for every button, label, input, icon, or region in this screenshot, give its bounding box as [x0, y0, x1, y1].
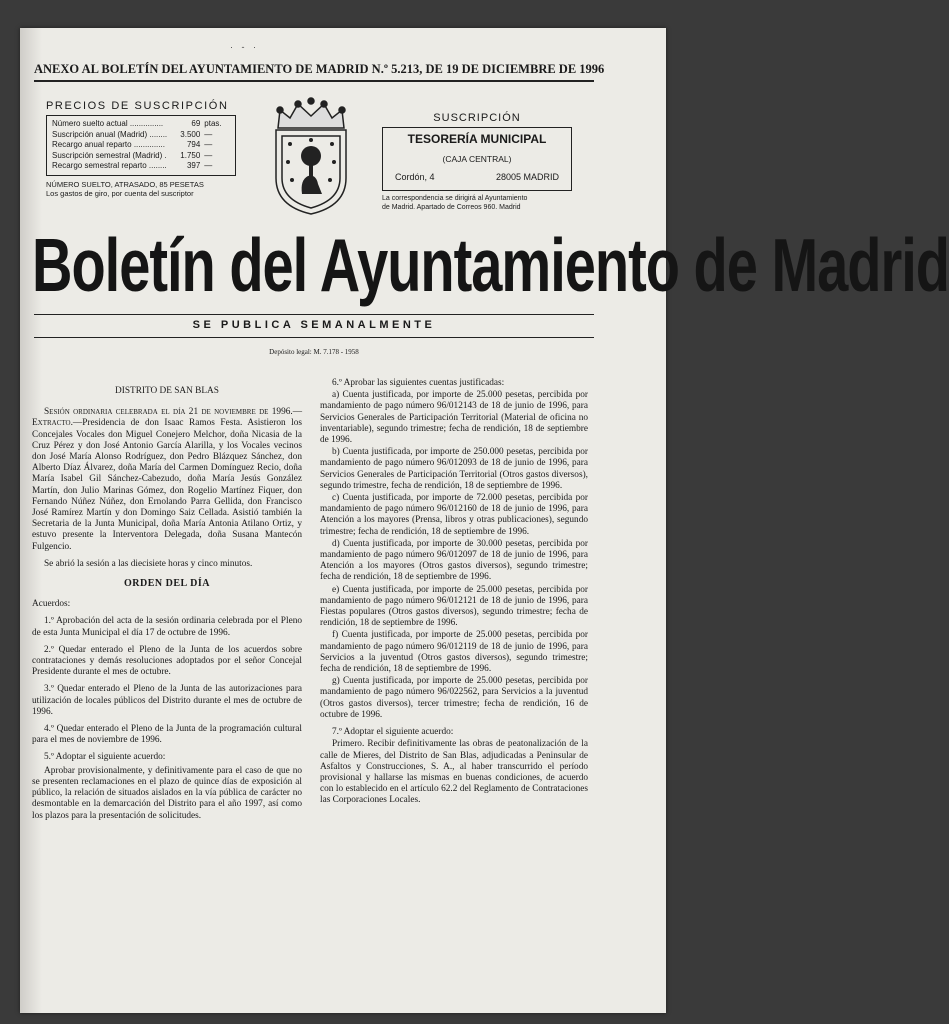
- prices-box: [46, 115, 236, 176]
- agenda-item: 5.º Adoptar el siguiente acuerdo:: [44, 752, 166, 763]
- agenda-item: 4.º Quedar enterado el Pleno de la Junta de la programación cultural para el mes de noviembre de 1996.: [32, 724, 302, 746]
- left-column: [32, 378, 302, 828]
- price-unit: —: [204, 150, 213, 160]
- agenda-item: 2.º Quedar enterado el Pleno de la Junta de los acuerdos sobre contrataciones y demás resoluciones adoptados por el señor Concejal Presidente durante el mes de octubre.: [32, 644, 302, 678]
- agenda-item: 3.º Quedar enterado el Pleno de la Junta de las autorizaciones para utilización de locales públicos del Distrito durante el mes de octubre de 1996.: [32, 684, 302, 717]
- treasury-sub: (CAJA CENTRAL): [442, 154, 512, 164]
- agenda-final-paragraph: Aprobar provisionalmente, y definitivamente para el caso de que no se presenten reclamaciones en el plazo de quince días de exposición al público, la relación de situados aislados en la vía pública de carácter no desmontable en la demarcación del Distrito para el año 1997, así como los plazos para la presentación de solicitudes.: [32, 765, 302, 821]
- document-page: [20, 28, 949, 1013]
- subscription-box: [382, 127, 572, 191]
- session-paragraph: [32, 407, 302, 553]
- prices-note-2: Los gastos de giro, por cuenta del suscriptor: [46, 188, 194, 198]
- price-row: [52, 140, 230, 151]
- session-body: Presidencia de don Isaac Ramos Festa. Asistieron los Concejales Vocales don Miguel Conejero Melchor, doña Nicasia de la Cruz Pérez y don José Antonio García Alarilla, y los Vocales vecinos don José María Alonso Rodríguez, don Pedro Blázquez Sánchez, don Alberto Díaz Álvarez, doña María del Carmen Domínguez Recio, doña María Isabel Gil Sánchez-Cabezudo, doña María Jesús González Martín, don Julio Marinas Gómez, don Rogelio Martínez Fiquer, don Fernando Núñez Núñez, don Ernolando Parra Gellida, don Francisco José Ramírez Martín y don Domingo Saiz Cellada. Asistió también la Secretaria de la Junta Municipal, doña María Antonia Atilano Ortiz, y estuvo presente la Interventora Delegada, doña Susana Mantecón Fulgencio.: [32, 418, 302, 552]
- account-item: d) Cuenta justificada, por importe de 30.000 pesetas, percibida por mandamiento de pago número 96/012097 de 18 de junio de 1996, para Atención a los mayores (Otros gastos diversos), segundo trimestre; fecha de rendición, 18 de septiembre de 1996.: [320, 538, 588, 583]
- treasury-city: 28005 MADRID: [495, 172, 559, 182]
- price-row: [52, 130, 230, 141]
- acuerdos-label: Acuerdos:: [32, 599, 71, 610]
- account-item: f) Cuenta justificada, por importe de 25.000 pesetas, percibida por mandamiento de pago número 96/012119 de 18 de junio de 1996, para Servicios a la juventud (Otros gastos diversos), segundo trimestre; fecha de rendición, 18 de septiembre de 1996.: [320, 630, 588, 675]
- seventh-item: 7.º Adoptar el siguiente acuerdo:: [332, 727, 454, 738]
- right-column: [320, 378, 588, 813]
- district-heading: DISTRITO DE SAN BLAS: [115, 386, 219, 396]
- account-item: g) Cuenta justificada, por importe de 25.000 pesetas, percibida por mandamiento de pago número 96/022562, para Servicios a la juventud (Otros gastos diversos), tercer trimestre; fecha de rendición, 16 de octubre de 1996.: [320, 676, 588, 720]
- subscription-title: SUSCRIPCIÓN: [433, 112, 521, 124]
- annex-header: ANEXO AL BOLETÍN DEL AYUNTAMIENTO DE MADRID N.º 5.213, DE 19 DE DICIEMBRE DE 1996: [34, 62, 605, 76]
- agenda-item: 1.º Aprobación del acta de la sesión ordinaria celebrada por el Pleno de esta Junta Municipal el día 17 de octubre de 1996.: [32, 616, 302, 638]
- accounts-intro: 6.º Aprobar las siguientes cuentas justificadas:: [332, 378, 505, 388]
- price-unit: —: [204, 140, 213, 149]
- account-item: e) Cuenta justificada, por importe de 25.000 pesetas, percibida por mandamiento de pago número 96/012121 de 18 de junio de 1996, para Fiestas populares (Otros gastos diversos), segundo trimestre; fecha de rendición, 18 de septiembre de 1996.: [320, 584, 588, 629]
- price-label: Suscripción anual (Madrid) ........: [52, 129, 168, 139]
- opening-paragraph: Se abrió la sesión a las diecisiete horas y cinco minutos.: [44, 558, 253, 569]
- prices-title: PRECIOS DE SUSCRIPCIÓN: [46, 100, 229, 112]
- account-item: b) Cuenta justificada, por importe de 250.000 pesetas, percibida por mandamiento de pago número 96/012093 de 18 de junio de 1996, para Servicios Generales de Participación Territorial (Otros gastos diversos), segundo trimestre, fecha de rendición, 18 de septiembre de 1996.: [320, 447, 588, 491]
- account-item: a) Cuenta justificada, por importe de 25.000 pesetas, percibida por mandamiento de pago número 96/012143 de 18 de junio de 1996, para Servicios Generales de Participación Territorial (Material de oficina no inventariable), segundo trimestre; fecha de rendición, 18 de septiembre de 1996.: [320, 390, 588, 446]
- price-label: Suscripción semestral (Madrid) .: [52, 150, 167, 160]
- masthead-rule-bottom: [34, 337, 594, 338]
- price-unit: ptas.: [204, 119, 222, 128]
- correspondence-note-2: de Madrid. Apartado de Correos 960. Madrid: [382, 204, 521, 211]
- madrid-crest-icon: [266, 98, 356, 218]
- price-unit: —: [204, 129, 213, 139]
- masthead-rule-top: [34, 314, 594, 315]
- price-value: 397: [186, 161, 201, 170]
- price-value: 1.750: [180, 150, 201, 160]
- treasury-address: [389, 172, 565, 182]
- price-row: [52, 161, 230, 172]
- price-value: 3.500: [180, 129, 201, 139]
- price-label: Recargo anual reparto ..............: [52, 140, 165, 149]
- header-rule: [34, 80, 594, 82]
- prices-note-1: NÚMERO SUELTO, ATRASADO, 85 PESETAS: [46, 179, 204, 189]
- orden-heading: ORDEN DEL DÍA: [124, 578, 210, 590]
- legal-deposit: Depósito legal: M. 7.178 - 1958: [269, 348, 359, 356]
- price-row: [52, 119, 230, 130]
- correspondence-note-1: La correspondencia se dirigirá al Ayuntamiento: [382, 195, 528, 202]
- price-value: 794: [186, 140, 201, 149]
- weekly-line: SE PUBLICA SEMANALMENTE: [192, 319, 436, 331]
- top-marks: · - ·: [230, 42, 259, 52]
- price-row: [52, 151, 230, 162]
- seventh-item-body: Primero. Recibir definitivamente las obras de peatonalización de la calle de Mieres, del Distrito de San Blas, adjudicadas a Peninsular de Asfaltos y Construcciones, S. A., al haber transcurrido el período provisional y hallarse las mismas en buenas condiciones, de acuerdo con lo establecido en el artículo 62.2 del Reglamento de Contrataciones las Corporaciones Locales.: [320, 739, 588, 806]
- subscription-info: [382, 112, 572, 212]
- account-item: c) Cuenta justificada, por importe de 72.000 pesetas, percibida por mandamiento de pago número 96/012160 de 18 de junio de 1996, para Atención a los mayores (Prensa, libros y otras publicaciones), segundo trimestre; fecha de rendición, 18 de septiembre de 1996.: [320, 493, 588, 537]
- price-label: Número suelto actual ...............: [52, 119, 164, 128]
- subscription-prices: [46, 100, 246, 198]
- session-lead: Sesión ordinaria celebrada el día 21 de noviembre de 1996.—Extracto.—: [32, 407, 302, 429]
- treasury-name: TESORERÍA MUNICIPAL: [407, 132, 547, 146]
- price-unit: —: [204, 161, 213, 170]
- price-label: Recargo semestral reparto ........: [52, 161, 167, 170]
- treasury-street: Cordón, 4: [395, 172, 435, 182]
- masthead-title: Boletín del Ayuntamiento de Madrid: [32, 222, 949, 308]
- price-value: 69: [191, 119, 201, 128]
